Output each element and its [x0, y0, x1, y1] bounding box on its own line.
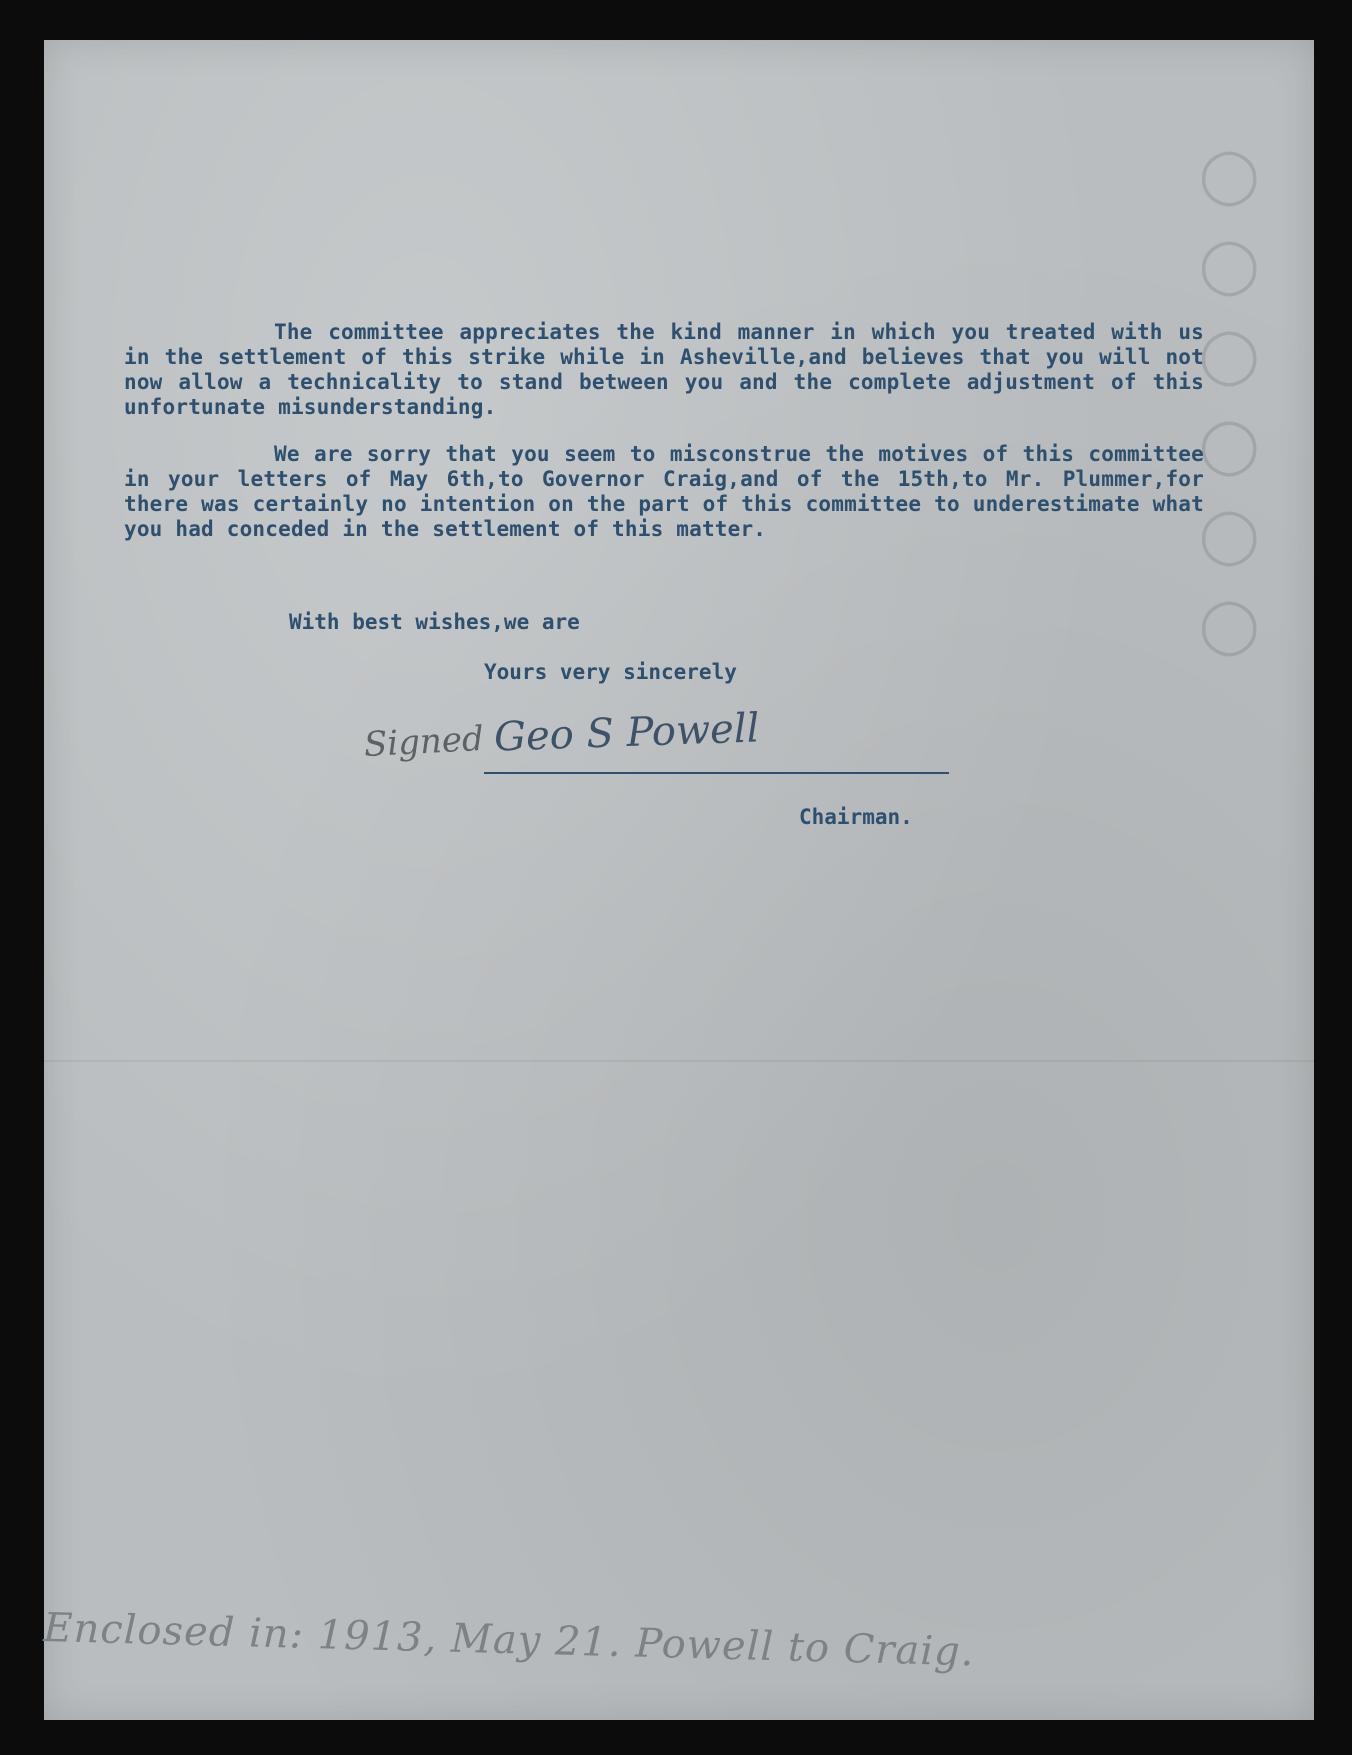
archival-note: Enclosed in: 1913, May 21. Powell to Craig. — [42, 1605, 976, 1676]
paper-fold — [44, 1060, 1314, 1062]
signature-name: Geo S Powell — [493, 705, 761, 761]
signature-prefix: Signed — [363, 718, 485, 766]
paragraph-appreciation: The committee appreciates the kind manner in which you treated with us in the settlement of this strike while in Asheville,and believes that you will not now allow a technicality to stand between you and the complete adjustment of this unfortunate misunderstanding. — [124, 320, 1204, 419]
edge-stamp-mark: ◯ ◯ ◯ ◯ ◯ ◯ — [1199, 143, 1260, 656]
paragraph-misconstrue: We are sorry that you seem to misconstrue the motives of this committee in your letters of May 6th,to Governor Craig,and of the 15th,to Mr. Plummer,for there was certainly no intention on the part of this committee to underestimate what you had conceded in the settlement of this matter. — [124, 442, 1204, 541]
signature-line — [484, 772, 949, 774]
closing-line: With best wishes,we are — [289, 610, 580, 634]
sign-off: Yours very sincerely — [484, 660, 737, 684]
letter-body — [124, 320, 1204, 564]
letter-page — [44, 40, 1314, 1720]
signer-title: Chairman. — [799, 805, 913, 829]
signature-block — [363, 705, 994, 790]
